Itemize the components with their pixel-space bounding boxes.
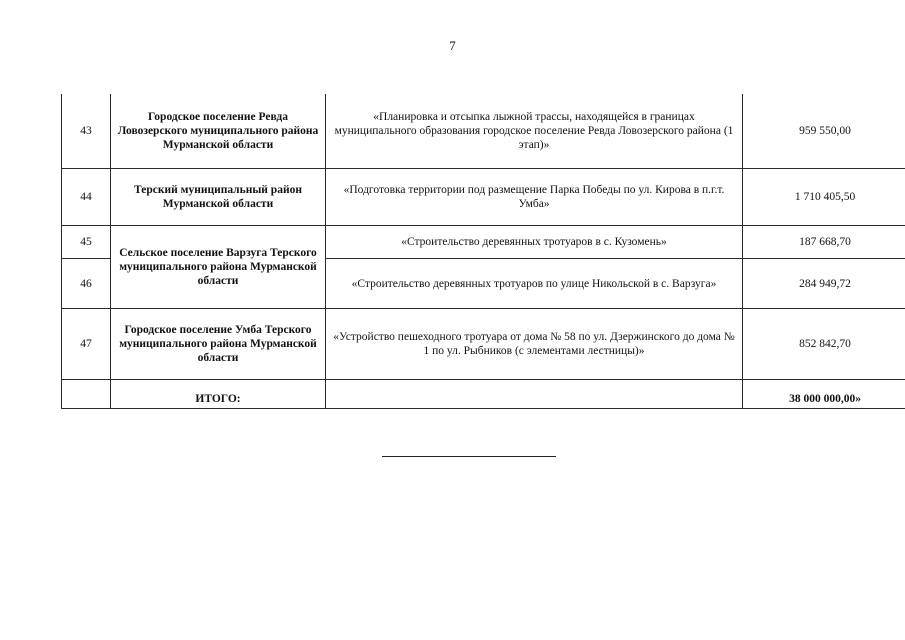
municipality-cell: Городское поселение Ревда Ловозерского муниципального района Мурманской области [111,94,326,169]
project-cell: «Подготовка территории под размещение Парка Победы по ул. Кирова в п.г.т. Умба» [326,169,743,226]
table-row [62,309,905,380]
total-label: ИТОГО: [111,380,326,409]
closing-line [382,456,556,457]
municipality-cell: Городское поселение Умба Терского муниципального района Мурманской области [111,309,326,380]
table-row [62,94,905,169]
row-number: 44 [62,169,111,226]
total-row [62,380,905,409]
table-row [62,169,905,226]
row-number: 47 [62,309,111,380]
amount-cell: 1 710 405,50 [743,169,905,226]
table-row [62,226,905,259]
empty-cell [326,380,743,409]
total-amount: 38 000 000,00» [743,380,905,409]
amount-cell: 959 550,00 [743,94,905,169]
project-cell: «Планировка и отсыпка лыжной трассы, находящейся в границах муниципального образования городское поселение Ревда Ловозерского района (1 этап)» [326,94,743,169]
amount-cell: 187 668,70 [743,226,905,259]
empty-cell [62,380,111,409]
project-cell: «Строительство деревянных тротуаров по улице Никольской в с. Варзуга» [326,259,743,309]
project-cell: «Строительство деревянных тротуаров в с. Кузомень» [326,226,743,259]
row-number: 45 [62,226,111,259]
municipality-cell: Сельское поселение Варзуга Терского муниципального района Мурманской области [111,226,326,309]
row-number: 43 [62,94,111,169]
amount-cell: 852 842,70 [743,309,905,380]
project-cell: «Устройство пешеходного тротуара от дома № 58 по ул. Дзержинского до дома № 1 по ул. Рыбников (с элементами лестницы)» [326,309,743,380]
page-number: 7 [449,38,456,53]
municipality-cell: Терский муниципальный район Мурманской области [111,169,326,226]
row-number: 46 [62,259,111,309]
allocation-table [61,94,905,409]
amount-cell: 284 949,72 [743,259,905,309]
